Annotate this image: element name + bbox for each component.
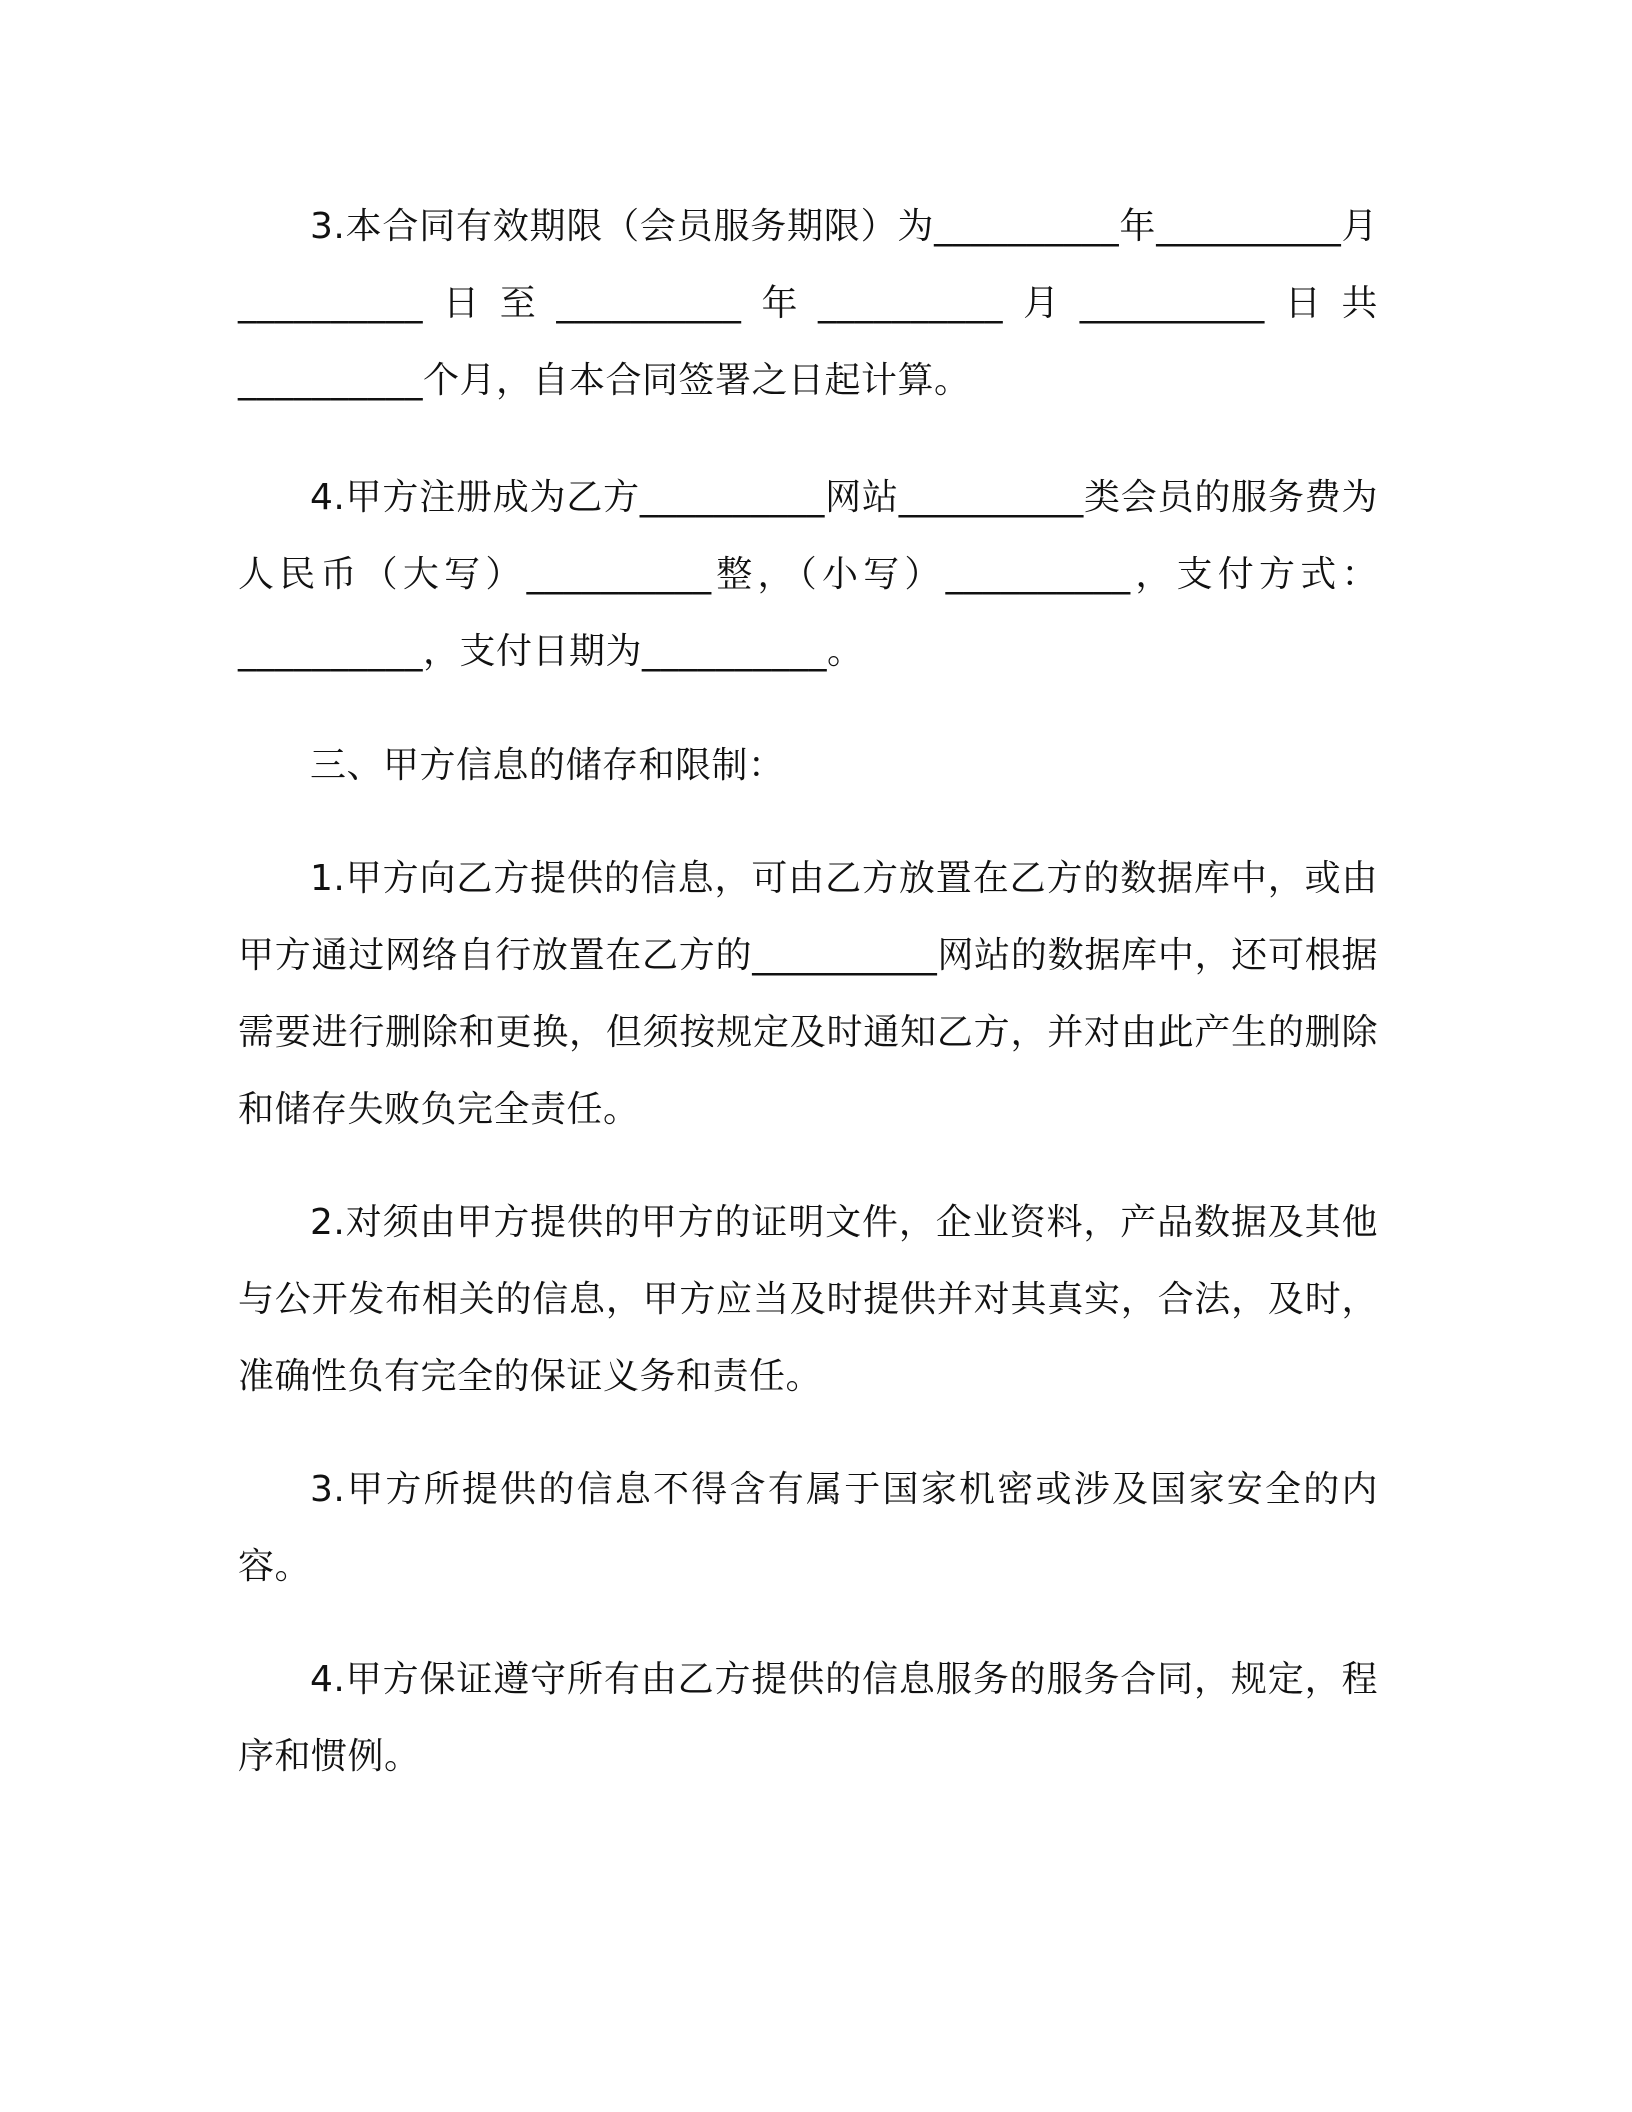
clause-compliance: 4.甲方保证遵守所有由乙方提供的信息服务的服务合同，规定，程序和惯例。	[238, 1659, 1378, 1777]
clause-service-fee: 4.甲方注册成为乙方__________网站__________类会员的服务费为人民币（大写）__________整，（小写）__________，支付方式：__________，支付日期为__________。	[238, 477, 1378, 672]
section-heading: 三、甲方信息的储存和限制：	[310, 745, 785, 786]
clause-validity-period: 3.本合同有效期限（会员服务期限）为__________年__________月__________日至__________年__________月__________日共__________个月，自本合同签署之日起计算。	[238, 206, 1378, 401]
clause-document-guarantee: 2.对须由甲方提供的甲方的证明文件，企业资料，产品数据及其他与公开发布相关的信息，甲方应当及时提供并对其真实，合法，及时，准确性负有完全的保证义务和责任。	[238, 1202, 1378, 1397]
clause-state-secrets: 3.甲方所提供的信息不得含有属于国家机密或涉及国家安全的内容。	[238, 1469, 1378, 1587]
clause-information-storage: 1.甲方向乙方提供的信息，可由乙方放置在乙方的数据库中，或由甲方通过网络自行放置在乙方的__________网站的数据库中，还可根据需要进行删除和更换，但须按规定及时通知乙方，并对由此产生的删除和储存失败负完全责任。	[238, 858, 1378, 1130]
document-page	[238, 188, 1378, 1831]
